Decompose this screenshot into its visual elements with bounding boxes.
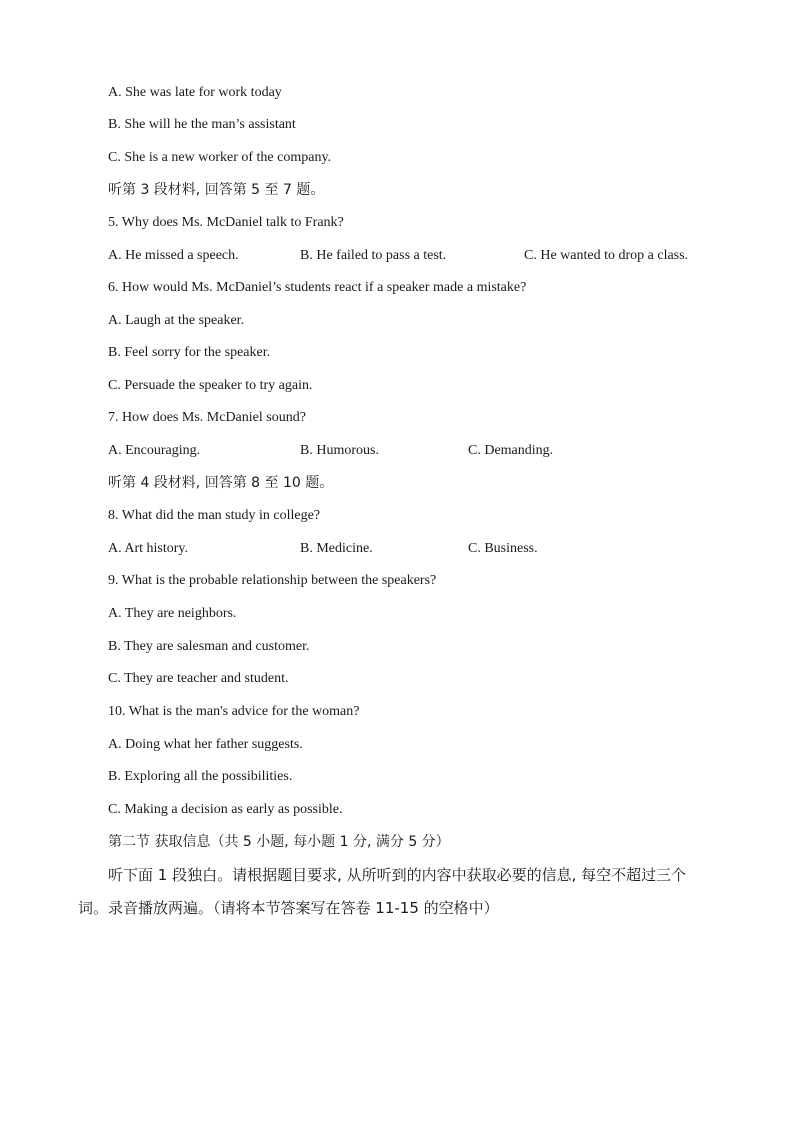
q7-option-c: C. Demanding.	[468, 443, 554, 458]
q10-option-c: C. Making a decision as early as possible.	[108, 802, 343, 817]
q8-option-a: A. Art history.	[108, 541, 188, 556]
q5-stem: 5. Why does Ms. McDaniel talk to Frank?	[108, 215, 344, 230]
q10-option-b: B. Exploring all the possibilities.	[108, 769, 293, 784]
q6-stem: 6. How would Ms. McDaniel’s students react if a speaker made a mistake?	[108, 280, 527, 295]
q9-option-a: A. They are neighbors.	[108, 606, 237, 621]
q8-option-c: C. Business.	[468, 541, 538, 556]
q10-option-a: A. Doing what her father suggests.	[108, 737, 303, 752]
section3-heading: 听第 3 段材料, 回答第 5 至 7 题。	[108, 182, 325, 198]
q8-option-b: B. Medicine.	[300, 541, 373, 556]
q4-option-b: B. She will he the man’s assistant	[108, 117, 296, 132]
part2-instruction-line1: 听下面 1 段独白。请根据题目要求, 从所听到的内容中获取必要的信息, 每空不超过三个	[108, 866, 687, 884]
q9-stem: 9. What is the probable relationship between the speakers?	[108, 573, 437, 588]
q9-option-b: B. They are salesman and customer.	[108, 639, 310, 654]
q5-option-a: A. He missed a speech.	[108, 248, 239, 263]
q4-option-a: A. She was late for work today	[108, 85, 282, 100]
q5-option-c: C. He wanted to drop a class.	[524, 248, 689, 263]
q4-option-c: C. She is a new worker of the company.	[108, 150, 332, 165]
q6-option-c: C. Persuade the speaker to try again.	[108, 378, 313, 393]
part2-heading: 第二节 获取信息（共 5 小题, 每小题 1 分, 满分 5 分）	[108, 834, 450, 850]
q5-option-b: B. He failed to pass a test.	[300, 248, 447, 263]
q7-stem: 7. How does Ms. McDaniel sound?	[108, 410, 306, 425]
q8-stem: 8. What did the man study in college?	[108, 508, 321, 523]
section4-heading: 听第 4 段材料, 回答第 8 至 10 题。	[108, 475, 334, 491]
q6-option-a: A. Laugh at the speaker.	[108, 313, 245, 328]
q7-option-a: A. Encouraging.	[108, 443, 201, 458]
q10-stem: 10. What is the man's advice for the woman?	[108, 704, 360, 719]
q7-option-b: B. Humorous.	[300, 443, 379, 458]
q9-option-c: C. They are teacher and student.	[108, 671, 289, 686]
q6-option-b: B. Feel sorry for the speaker.	[108, 345, 271, 360]
part2-instruction-line2: 词。录音播放两遍。（请将本节答案写在答卷 11-15 的空格中）	[78, 899, 499, 917]
